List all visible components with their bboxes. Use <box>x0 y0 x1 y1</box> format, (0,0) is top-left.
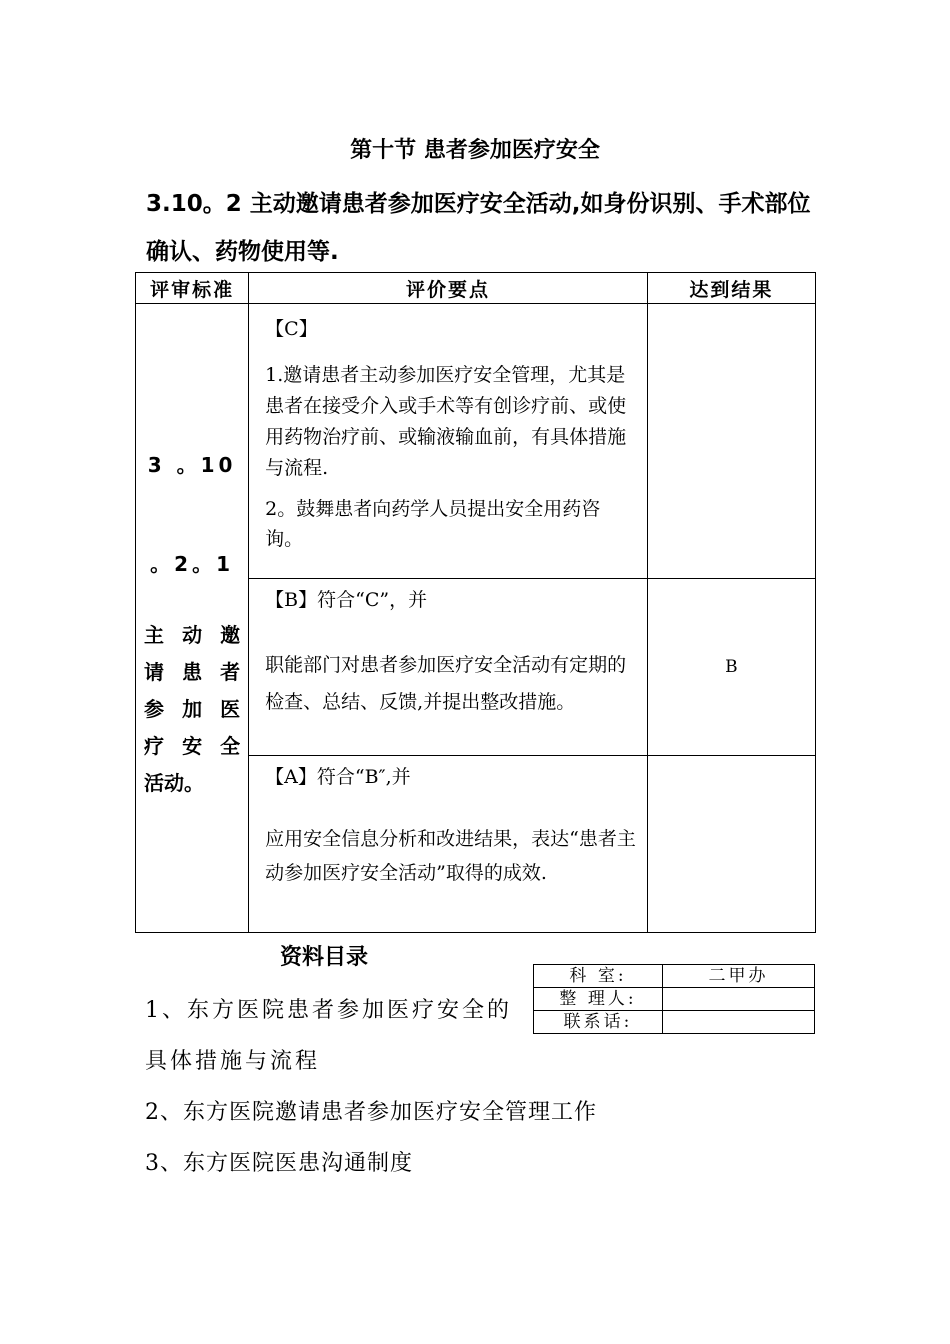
criterion-line: 主动邀 <box>144 623 241 647</box>
dept-value: 二甲办 <box>663 965 815 988</box>
level-b: 【B】符合“C”，并 <box>265 589 428 611</box>
criterion-number-2: 。2。1 <box>150 552 234 576</box>
section-title: 第十节 患者参加医疗安全 <box>350 138 600 163</box>
result-cell-a <box>647 756 815 933</box>
dept-label: 科 室: <box>534 965 663 988</box>
info-row <box>534 965 815 988</box>
criterion-line: 参加医 <box>144 697 241 721</box>
criterion-line: 请患者 <box>144 660 241 684</box>
point-b-1: 职能部门对患者参加医疗安全活动有定期的检查、总结、反馈,并提出整改措施。 <box>265 654 627 713</box>
points-cell-a <box>249 756 648 933</box>
info-row <box>534 1011 815 1034</box>
point-c-1: 1.邀请患者主动参加医疗安全管理，尤其是患者在接受介入或手术等有创诊疗前、或使用药物治疗前、或输液输血前，有具体措施与流程. <box>265 364 627 479</box>
result-cell-c <box>647 304 815 579</box>
point-c-2: 2。鼓舞患者向药学人员提出安全用药咨询。 <box>265 498 601 550</box>
criterion-line: 活动。 <box>144 771 204 795</box>
organizer-value <box>663 988 815 1011</box>
criterion-description <box>144 617 240 802</box>
standard-title: 3.10。2 主动邀请患者参加医疗安全活动,如身份识别、手术部位确认、药物使用等. <box>146 191 811 265</box>
list-item: 2、东方医院邀请患者参加医疗安全管理工作 <box>145 1100 597 1125</box>
materials-list <box>145 985 597 1189</box>
evaluation-table <box>135 272 816 933</box>
criterion-number-1: 3 。10 <box>147 453 237 477</box>
table-header-row <box>136 273 816 304</box>
point-a-1: 应用安全信息分析和改进结果，表达“患者主动参加医疗安全活动”取得的成效. <box>265 828 636 884</box>
level-a: 【A】符合“B″,并 <box>265 766 411 788</box>
info-row <box>534 988 815 1011</box>
list-item: 1、东方医院患者参加医疗安全的具体措施与流程 <box>145 998 512 1074</box>
contact-label: 联系话: <box>534 1011 663 1034</box>
result-cell-b: B <box>647 579 815 756</box>
organizer-label: 整 理人: <box>534 988 663 1011</box>
header-criterion: 评审标准 <box>136 273 249 304</box>
materials-title: 资料目录 <box>280 945 369 970</box>
info-table <box>533 964 815 1034</box>
header-result: 达到结果 <box>647 273 815 304</box>
criterion-line: 疗安全 <box>144 734 241 758</box>
table-row <box>136 304 816 579</box>
header-points: 评价要点 <box>249 273 648 304</box>
level-c: 【C】 <box>265 318 318 340</box>
contact-value <box>663 1011 815 1034</box>
points-cell-c <box>249 304 648 579</box>
criterion-cell <box>136 304 249 933</box>
list-item: 3、东方医院医患沟通制度 <box>145 1151 413 1176</box>
points-cell-b <box>249 579 648 756</box>
